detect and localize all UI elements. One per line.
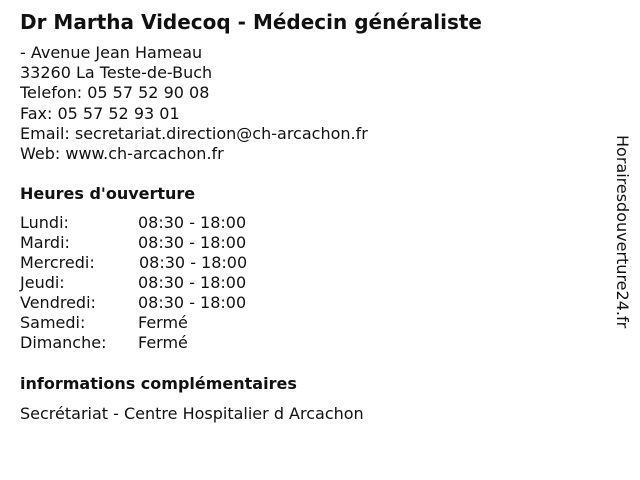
day-label: Dimanche:: [20, 333, 107, 352]
hours-row-wednesday: [20, 253, 320, 273]
hours-row-saturday: [20, 313, 320, 333]
contact-block: [20, 43, 368, 164]
address-city: 33260 La Teste-de-Buch: [20, 63, 213, 83]
hours-row-monday: [20, 213, 320, 233]
hours-value: 08:30 - 18:00: [138, 233, 247, 252]
day-label: Mardi:: [20, 233, 70, 252]
hours-row-friday: [20, 293, 320, 313]
day-label: Samedi:: [20, 313, 86, 332]
hours-value: 08:30 - 18:00: [139, 253, 248, 272]
day-label: Jeudi:: [20, 273, 65, 292]
watermark: [612, 135, 632, 375]
page-title: Dr Martha Videcoq - Médecin généraliste: [20, 10, 482, 34]
fax-number: Fax: 05 57 52 93 01: [20, 103, 180, 123]
address-street: - Avenue Jean Hameau: [20, 43, 203, 62]
additional-info-text: Secrétariat - Centre Hospitalier d Arcachon: [20, 404, 364, 423]
additional-info-heading: informations complémentaires: [20, 374, 297, 393]
opening-hours-heading: Heures d'ouverture: [20, 184, 196, 203]
hours-value: Fermé: [138, 313, 188, 332]
opening-hours-table: [20, 213, 320, 353]
hours-value: 08:30 - 18:00: [138, 273, 247, 292]
hours-row-thursday: [20, 273, 320, 293]
hours-row-sunday: [20, 333, 320, 353]
day-label: Lundi:: [20, 213, 69, 232]
hours-row-tuesday: [20, 233, 320, 253]
hours-value: Fermé: [138, 333, 188, 352]
hours-value: 08:30 - 18:00: [138, 293, 247, 312]
watermark-text: Horairesdouverture24.fr: [613, 135, 632, 329]
hours-value: 08:30 - 18:00: [138, 213, 247, 232]
phone-number: Telefon: 05 57 52 90 08: [20, 83, 210, 103]
day-label: Vendredi:: [20, 293, 96, 312]
day-label: Mercredi:: [20, 253, 95, 272]
email-address: Email: secretariat.direction@ch-arcachon.fr: [20, 123, 368, 143]
website: Web: www.ch-arcachon.fr: [20, 143, 224, 163]
